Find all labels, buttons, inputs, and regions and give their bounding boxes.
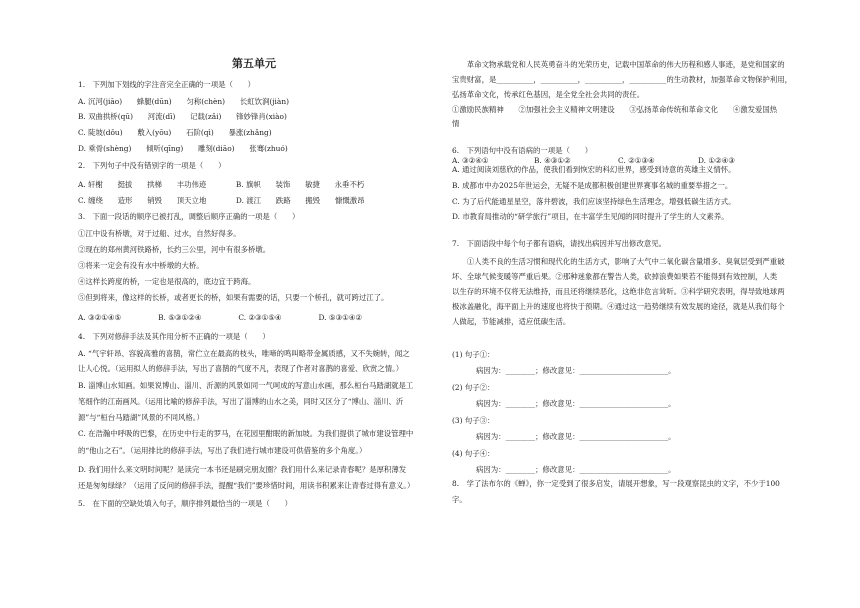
right-text-line: 病因为：________；修改意见：________________________。 bbox=[476, 432, 676, 441]
left-text-line: 4. 下列对修辞手法及其作用分析不正确的一项是（ ） bbox=[78, 332, 270, 341]
left-text-line: 源”与“桓台马踏湖”风景的不同风格。） bbox=[78, 413, 204, 422]
left-text-line: 2. 下列句子中没有错别字的一项是（ ） bbox=[78, 161, 226, 170]
left-text-line: ④这样长跨度的桥，一定也是很高的，底边宜于跨海。 bbox=[78, 277, 256, 286]
option-a: A. ③②④① bbox=[452, 156, 489, 165]
right-text-line: 宝贵财富，是__________，__________，__________，__________的生动教材，加强革命文物保护利用， bbox=[452, 75, 792, 84]
right-text-line: 病因为：________；修改意见：________________________。 bbox=[476, 465, 676, 474]
right-text-line: 坏、全球气候变暖等严重后果。②那种迷象都在警告人类，砍掉浪费如果若不能得到有效控制，人类 bbox=[452, 272, 778, 281]
unit-title: 第五单元 bbox=[232, 57, 276, 70]
left-text-line: D. 乘骨(shèng) 倾听(qīng) 雕刻(diāo) 张骞(zhuó) bbox=[78, 144, 288, 153]
left-text-line: A. ③②①④⑤ B. ⑤③①②④ C. ②③①⑤④ D. ⑤③①④② bbox=[78, 313, 362, 322]
right-text-line: D. 市教育局推动的“研学旅行”项目，在丰富学生见闻的同时提升了学生的人文素养。 bbox=[452, 212, 729, 221]
right-text-line: 病因为：________；修改意见：________________________。 bbox=[476, 399, 676, 408]
right-text-line: C. 为了后代能通星星空，落井碧波，我们应该坚持绿色生活理念，增强低碳生活方式。 bbox=[452, 197, 736, 206]
right-text-line: ①人类不良的生活习惯和现代化的生活方式，影响了大气中二氧化碳含量增多、臭氧层受到严重破 bbox=[452, 257, 785, 266]
right-text-line: 8. 学了法布尔的《蝉》，你一定受到了很多启发，请展开想象，写一段观察昆虫的文字，不少于100 bbox=[452, 479, 780, 488]
option-c: C. ②①③④ bbox=[618, 156, 655, 165]
right-text-line: A. 通过阅读刘慈欣的作品，使我们看到恢宏的科幻世界，感受到诗意的英雄主义情怀。 bbox=[452, 165, 736, 174]
left-text-line: C. 缠绕 造形 销毁 顶天立地 D. 渡江 跌路 搬毁 慷慨激昂 bbox=[78, 196, 365, 205]
right-text-line: ①激励民族精神 ②加强社会主义精神文明建设 ③弘扬革命传统和革命文化 ④激发爱国热 bbox=[452, 105, 778, 114]
option-d: D. ①②④③ bbox=[698, 156, 735, 165]
right-text-line: 极冰盖融化，海平面上升的速度也将快于预期。④通过这一趋势继续有效发展的途径，就是从我们每个 bbox=[452, 302, 785, 311]
left-text-line: A. “气宇轩昂、容貌高雅的喜鹊，常伫立在最高的枝头，唯啼的鸣叫略带金属质感，又不失婉转，闻之 bbox=[78, 349, 410, 358]
left-text-line: ①江中设有桥墩，对于过船、过水，自然好得多。 bbox=[78, 229, 241, 238]
left-text-line: 5. 在下面的空缺处填入句子，顺序排列最恰当的一项是（ ） bbox=[78, 499, 292, 508]
left-text-line: ⑤但到将来，像这样的长桥，或者更长的桥，如果有需要的话，只要一个桥孔，就可跨过江了。 bbox=[78, 293, 389, 302]
right-text-line: 病因为：________；修改意见：________________________。 bbox=[476, 366, 676, 375]
right-text-line: 以生存的环境不仅将无法维持，而且还将继续恶化，这绝非危言耸听。③科学研究表明，得导致地球两 bbox=[452, 287, 785, 296]
left-text-line: 还是匆匆绿绿？（运用了反问的修辞手法，提醒“我们”要珍惜时间，用读书积累来让青春过得有意义。） bbox=[78, 481, 415, 490]
left-text-line: A. 轩榭 挺拔 拱梯 丰功伟迹 B. 旗帜 装饰 敏捷 永垂不朽 bbox=[78, 180, 365, 189]
left-text-line: 的“他山之石”。（运用排比的修辞手法，写出了我们进行城市建设可供借鉴的多个角度。） bbox=[78, 446, 367, 455]
left-text-line: 1. 下列加下划线的字注音完全正确的一项是（ ） bbox=[78, 80, 256, 89]
left-text-line: 3. 下面一段话的顺序已被打乱，调整后顺序正确的一项是（ ） bbox=[78, 212, 300, 221]
left-text-line: C. 在浩瀚中呼吸的巴黎，在历史中行走的罗马，在花园里酣眠的新加坡。为我们提供了城市建设管理中 bbox=[78, 429, 414, 438]
left-text-line: ③将来一定会有没有水中桥墩的大桥。 bbox=[78, 261, 204, 270]
right-text-line: (2) 句子②： bbox=[452, 383, 495, 392]
right-text-line: 6. 下列语句中没有语病的一项是（ ） bbox=[452, 146, 593, 155]
left-text-line: C. 陡坡(dǒu) 敷入(yōu) 石阶(qì) 暴涨(zhǎng) bbox=[78, 128, 272, 137]
left-text-line: A. 沉河(jiāo) 蜂腿(dūn) 匀称(chèn) 长虹饮涧(jiàn) bbox=[78, 97, 289, 106]
left-text-line: B. 淄博山水知画。如果说博山、淄川、沂源的风景如同一气呵成的写意山水画，那么桓台马踏湖就是工 bbox=[78, 381, 414, 390]
left-text-line: D. 我们用什么来文明时间呢？是读完一本书还是刷完朋友圈？我们用什么来记录青春呢？是厚积薄发 bbox=[78, 465, 407, 474]
right-text-line: 弘扬革命文化，传承红色基因，是全党全社会共同的责任。 bbox=[452, 90, 645, 99]
right-text-line: (3) 句子③： bbox=[452, 416, 495, 425]
right-text-line: 革命文物承载党和人民英勇奋斗的光荣历史，记载中国革命的伟大历程和感人事迹，是党和国家的 bbox=[452, 60, 785, 69]
right-text-line: B. 成都市中办2025年世运会，无疑不是成都积极创建世界赛事名城的重要举措之一。 bbox=[452, 181, 733, 190]
left-text-line: ②现在的郑州黄河铁路桥，长约三公里，河中有很多桥墩。 bbox=[78, 245, 271, 254]
right-text-line: 情 bbox=[452, 119, 460, 128]
right-text-line: 人做起，节能减排，适应低碳生活。 bbox=[452, 317, 571, 326]
option-b: B. ④③①② bbox=[534, 156, 571, 165]
right-text-line: 字。 bbox=[452, 495, 467, 504]
left-text-line: 笔细作的江南画风。（运用比喻的修辞手法，写出了淄博的山水之美，同时又区分了“博山、淄川、沂 bbox=[78, 397, 404, 406]
left-text-line: 让人心悦。（运用拟人的修辞手法，写出了喜鹊的气度不凡，表现了作者对喜鹊的喜爱、欣赏之情。） bbox=[78, 364, 404, 373]
right-text-line: (4) 句子④： bbox=[452, 449, 495, 458]
right-text-line: (1) 句子①： bbox=[452, 350, 495, 359]
right-text-line: 7. 下面语段中每个句子都有语病，请找出病因并写出修改意见。 bbox=[452, 239, 666, 248]
left-text-line: B. 双曲拱桥(qū) 河流(dī) 记载(zǎi) 锋妙锋肖(xiào) bbox=[78, 112, 287, 121]
